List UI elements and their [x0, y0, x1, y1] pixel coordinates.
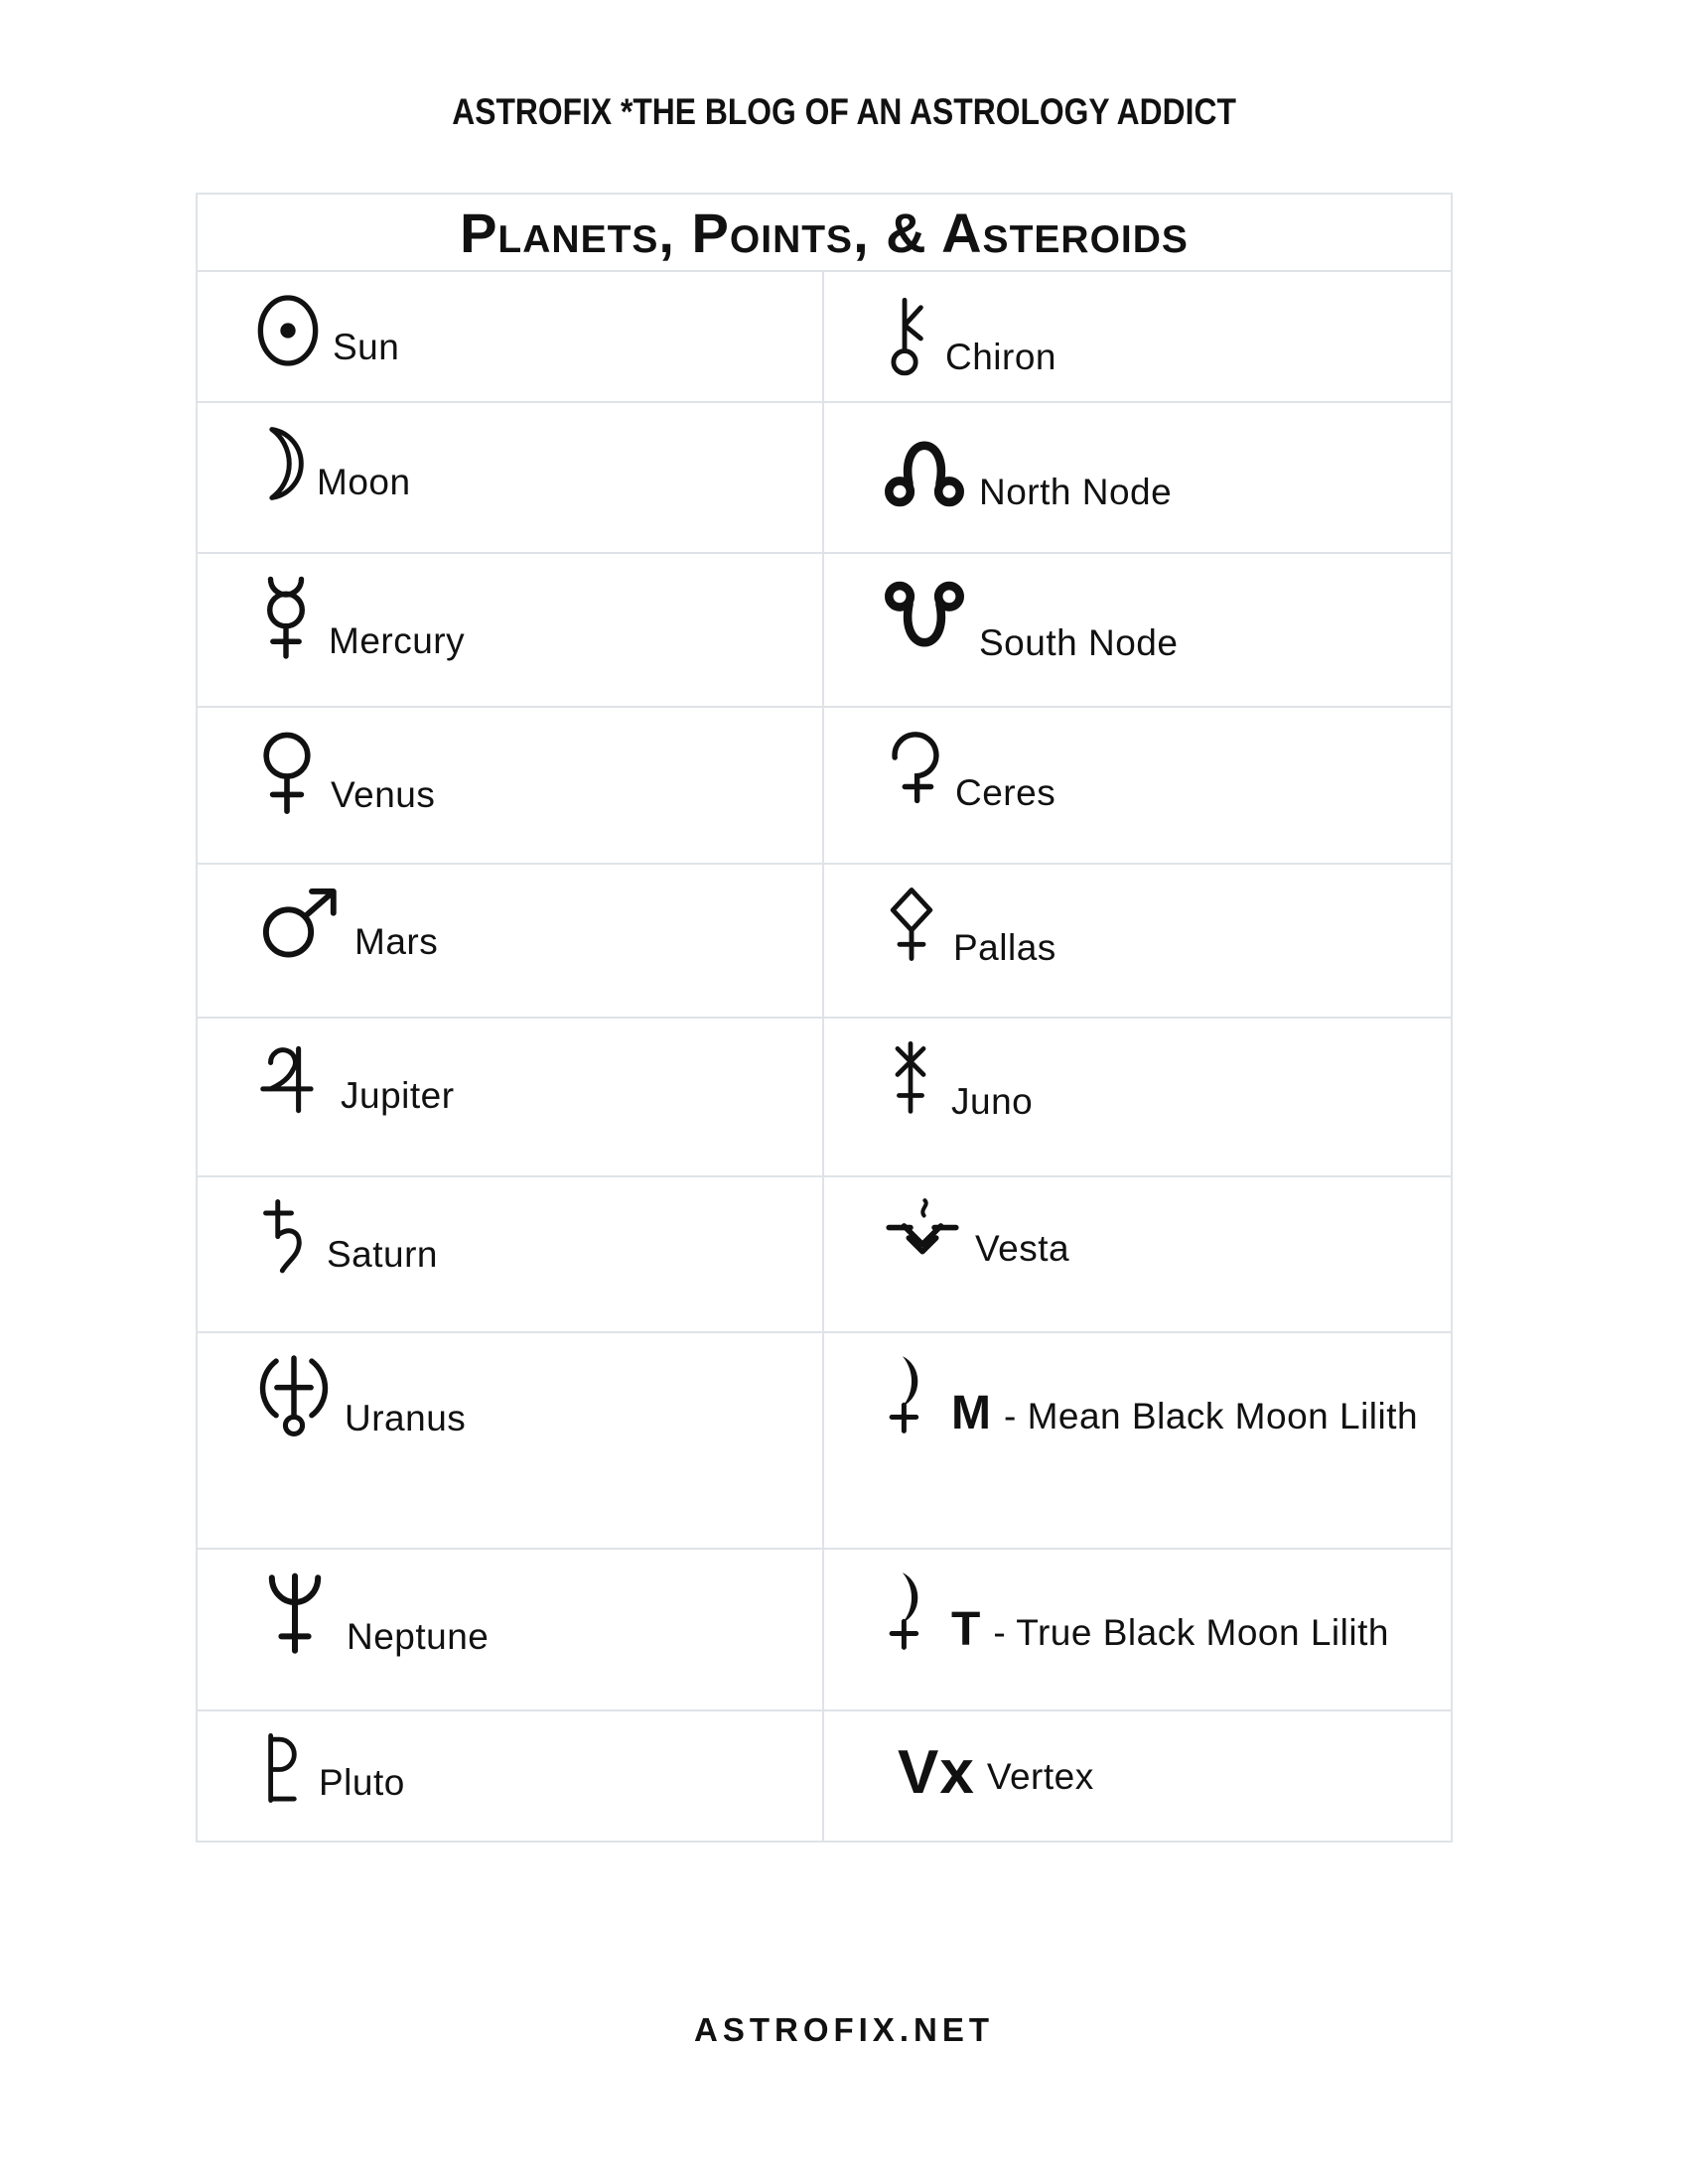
sun-symbol	[255, 292, 321, 369]
table-title: Planets, Points, & Asteroids	[460, 202, 1189, 264]
symbol-label: Uranus	[345, 1398, 467, 1438]
mars-symbol	[255, 885, 343, 964]
symbol-label: - Mean Black Moon Lilith	[1003, 1396, 1419, 1436]
jupiter-symbol	[255, 1038, 329, 1118]
symbol-label: Pluto	[319, 1762, 405, 1803]
symbol-label: Pallas	[953, 927, 1056, 968]
symbol-cell	[198, 1177, 824, 1331]
symbol-label: Ceres	[955, 772, 1056, 813]
table-row	[198, 706, 1451, 863]
symbol-label: Venus	[331, 774, 436, 815]
symbol-letter: T	[951, 1603, 982, 1656]
table-row	[198, 1175, 1451, 1331]
site-url: ASTROFIX.NET	[693, 2011, 994, 2048]
vesta-symbol	[882, 1197, 963, 1271]
symbol-label: Moon	[317, 462, 411, 502]
north-node-symbol	[882, 423, 967, 514]
table-row	[198, 401, 1451, 552]
symbol-cell	[198, 554, 824, 706]
symbol-letter: M	[951, 1387, 992, 1439]
symbol-label: - True Black Moon Lilith	[993, 1612, 1389, 1653]
site-footer	[0, 2011, 1688, 2049]
symbol-label: Vesta	[975, 1228, 1070, 1269]
symbol-cell	[824, 1019, 1451, 1175]
table-body	[198, 270, 1451, 1841]
black-moon-lilith-symbol	[882, 1353, 935, 1438]
symbols-table	[196, 193, 1453, 1843]
south-node-symbol	[882, 574, 967, 665]
symbol-label: Vertex	[986, 1756, 1094, 1797]
symbol-cell	[824, 1333, 1451, 1548]
pluto-symbol	[255, 1731, 307, 1805]
table-row	[198, 863, 1451, 1017]
symbol-cell	[824, 272, 1451, 401]
saturn-symbol	[255, 1197, 315, 1277]
table-title-row	[198, 195, 1451, 270]
venus-symbol	[255, 728, 319, 817]
uranus-symbol	[255, 1353, 333, 1440]
table-row	[198, 1017, 1451, 1175]
symbol-cell	[824, 1550, 1451, 1709]
symbol-label: North Node	[979, 472, 1173, 512]
symbol-cell	[198, 272, 824, 401]
symbol-label: Sun	[333, 327, 400, 367]
symbol-letter: Vx	[898, 1738, 975, 1807]
symbol-label: Juno	[951, 1081, 1034, 1122]
juno-symbol	[882, 1038, 939, 1124]
symbol-cell	[824, 1711, 1451, 1841]
symbol-cell	[824, 1177, 1451, 1331]
symbol-cell	[198, 1711, 824, 1841]
symbol-label: Chiron	[945, 337, 1056, 377]
symbol-label: Mars	[354, 921, 439, 962]
symbol-cell	[198, 403, 824, 552]
symbol-cell	[198, 865, 824, 1017]
symbol-cell	[824, 554, 1451, 706]
symbol-label: Mercury	[329, 620, 466, 661]
symbol-label: Jupiter	[341, 1075, 455, 1116]
mercury-symbol	[255, 574, 317, 663]
chiron-symbol	[882, 292, 933, 379]
symbol-cell	[198, 1333, 824, 1548]
table-row	[198, 1331, 1451, 1548]
symbol-cell	[198, 1550, 824, 1709]
table-row	[198, 552, 1451, 706]
table-row	[198, 1709, 1451, 1841]
table-row	[198, 1548, 1451, 1709]
symbol-cell	[198, 1019, 824, 1175]
symbol-cell	[824, 403, 1451, 552]
neptune-symbol	[255, 1570, 335, 1659]
blog-title: ASTROFIX *THE BLOG OF AN ASTROLOGY ADDICT	[452, 91, 1236, 132]
symbol-label: Saturn	[327, 1234, 439, 1275]
symbol-cell	[824, 708, 1451, 863]
table-row	[198, 270, 1451, 401]
ceres-symbol	[882, 728, 943, 815]
symbol-cell	[198, 708, 824, 863]
symbol-label: Neptune	[347, 1616, 490, 1657]
black-moon-lilith-symbol	[882, 1570, 935, 1655]
symbol-cell	[824, 865, 1451, 1017]
pallas-symbol	[882, 885, 941, 970]
moon-symbol	[255, 423, 305, 504]
symbol-label: South Node	[979, 622, 1179, 663]
blog-header	[0, 0, 1688, 133]
